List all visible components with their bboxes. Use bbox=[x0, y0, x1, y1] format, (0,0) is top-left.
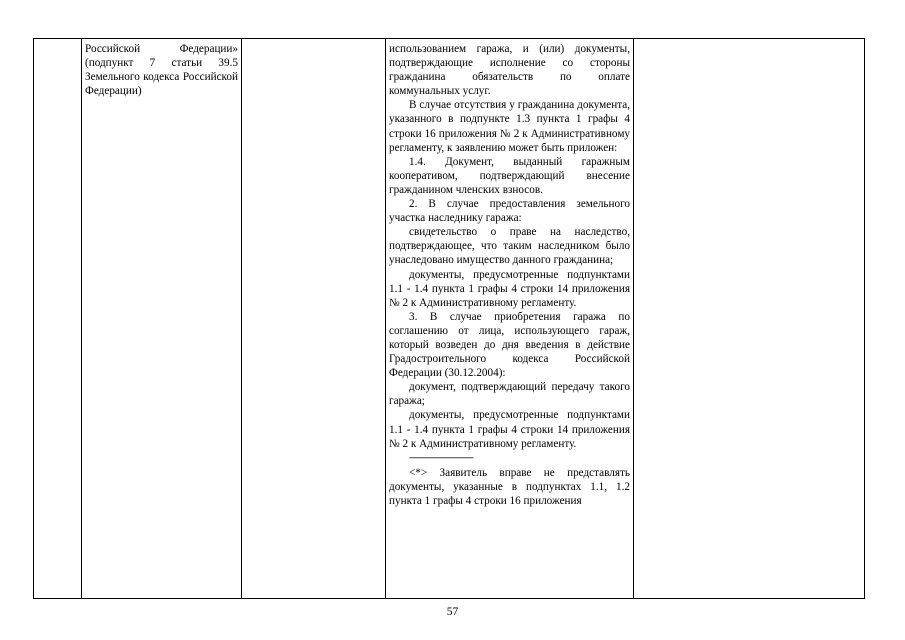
page-number: 57 bbox=[446, 606, 459, 618]
documents-paragraph: использованием гаража, и (или) документы, подтверждающие исполнение со стороны гражданина обязательств по оплате коммунальных услуг. bbox=[389, 43, 630, 98]
table-row bbox=[34, 39, 865, 599]
table-cell-empty bbox=[242, 39, 386, 599]
documents-paragraph: документы, предусмотренные подпунктами 1.1 - 1.4 пункта 1 графы 4 строки 14 приложения № 2 к Административному регламенту. bbox=[389, 409, 630, 450]
documents-paragraph: 1.4. Документ, выданный гаражным кооперативом, подтверждающий внесение гражданином членских взносов. bbox=[389, 155, 630, 196]
document-table bbox=[33, 38, 865, 599]
footnote-separator: -------------------------------- bbox=[409, 451, 473, 462]
legal-basis-text: Российской Федерации» (подпункт 7 статьи 39.5 Земельного кодекса Российской Федерации) bbox=[85, 43, 238, 98]
documents-paragraph: свидетельство о праве на наследство, подтверждающее, что таким наследником было унаследовано имущество данного гражданина; bbox=[389, 226, 630, 267]
documents-paragraph: 3. В случае приобретения гаража по соглашению от лица, использующего гараж, который возведен до дня введения в действие Градостроительного кодекса Российской Федерации (30.12.2004): bbox=[389, 310, 630, 380]
documents-paragraph: 2. В случае предоставления земельного участка наследнику гаража: bbox=[389, 198, 630, 225]
table-cell-number bbox=[34, 39, 82, 599]
documents-paragraph: документы, предусмотренные подпунктами 1.1 - 1.4 пункта 1 графы 4 строки 14 приложения № 2 к Административному регламенту. bbox=[389, 268, 630, 309]
footnote-text: <*> Заявитель вправе не представлять документы, указанные в подпунктах 1.1, 1.2 пункта 1 графы 4 строки 16 приложения bbox=[389, 466, 630, 507]
table-cell-legal-basis bbox=[82, 39, 242, 599]
documents-paragraph: документ, подтверждающий передачу такого гаража; bbox=[389, 381, 630, 408]
table-cell-documents bbox=[386, 39, 634, 599]
table-cell-empty bbox=[634, 39, 865, 599]
documents-paragraph: В случае отсутствия у гражданина документа, указанного в подпункте 1.3 пункта 1 графы 4 строки 16 приложения № 2 к Административному регламенту, к заявлению может быть приложен: bbox=[389, 99, 630, 154]
